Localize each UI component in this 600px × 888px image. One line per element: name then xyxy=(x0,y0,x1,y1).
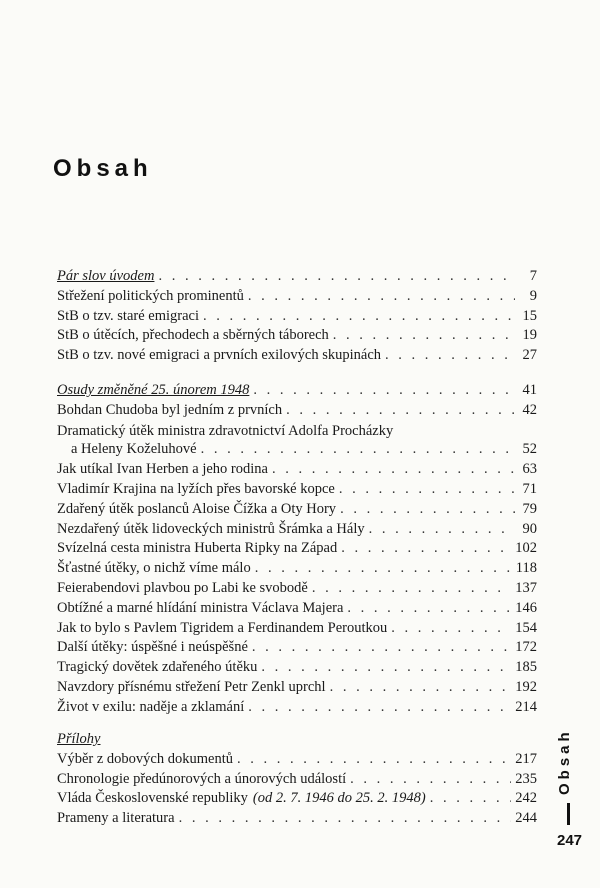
toc-entry-page: 146 xyxy=(515,599,537,616)
toc-entry-page: 90 xyxy=(522,520,537,537)
toc-entry[interactable] xyxy=(57,580,537,600)
leader-dots xyxy=(237,751,511,768)
toc-entry-title: Prameny a literatura xyxy=(57,810,175,827)
leader-dots xyxy=(255,560,512,577)
toc-entry-page: 137 xyxy=(515,579,537,596)
toc-entry[interactable] xyxy=(57,810,537,830)
toc-entry[interactable] xyxy=(57,560,537,580)
toc-entry-page: 192 xyxy=(515,678,537,695)
toc-entry-page: 19 xyxy=(522,327,537,344)
toc-entry-page: 185 xyxy=(515,659,537,676)
toc-entry[interactable] xyxy=(57,422,537,462)
toc-entry[interactable] xyxy=(57,347,537,367)
toc-entry-title: Tragický dovětek zdařeného útěku xyxy=(57,659,258,676)
toc-entry-page: 235 xyxy=(515,770,537,787)
toc-entry-title: Střežení politických prominentů xyxy=(57,287,244,304)
toc-section-fates xyxy=(57,382,537,719)
toc-entry-title: StB o tzv. staré emigraci xyxy=(57,307,200,324)
toc-entry-title: Pár slov úvodem xyxy=(57,268,155,284)
toc-entry-title: Život v exilu: naděje a zklamání xyxy=(57,698,245,715)
toc-entry-title: Přílohy xyxy=(57,731,101,747)
leader-dots xyxy=(391,620,511,637)
running-header-bar xyxy=(567,803,570,825)
toc-entry-page: 214 xyxy=(515,698,537,715)
leader-dots xyxy=(339,481,515,498)
toc-entry-page: 42 xyxy=(522,401,537,418)
toc-entry-title: Šťastné útěky, o nichž víme málo xyxy=(57,560,251,577)
toc-entry-page: 15 xyxy=(522,307,537,324)
toc-entry-page: 118 xyxy=(515,560,537,577)
toc-entry-page: 102 xyxy=(515,540,537,557)
leader-dots xyxy=(248,288,515,305)
toc-entry-title: Svízelná cesta ministra Huberta Ripky na Západ xyxy=(57,540,338,557)
leader-dots xyxy=(252,639,511,656)
toc-entry[interactable] xyxy=(57,521,537,541)
toc-entry-page: 154 xyxy=(515,619,537,636)
leader-dots xyxy=(330,679,512,696)
leader-dots xyxy=(312,580,511,597)
toc-entry-title: Osudy změněné 25. únorem 1948 xyxy=(57,382,250,398)
toc-entry-title: Vladimír Krajina na lyžích přes bavorské kopce xyxy=(57,480,335,497)
toc-entry[interactable] xyxy=(57,268,537,288)
toc-entry-page: 52 xyxy=(522,441,537,458)
toc-entry-title: Jak to bylo s Pavlem Tigridem a Ferdinandem Peroutkou xyxy=(57,619,388,636)
toc-section-appendices xyxy=(57,731,537,830)
page-title: Obsah xyxy=(53,155,153,182)
toc-entry[interactable] xyxy=(57,501,537,521)
toc-entry[interactable] xyxy=(57,402,537,422)
toc-entry-page: 217 xyxy=(515,750,537,767)
leader-dots xyxy=(347,600,511,617)
leader-dots xyxy=(333,327,515,344)
leader-dots xyxy=(201,441,515,458)
toc-entry[interactable] xyxy=(57,481,537,501)
leader-dots xyxy=(369,521,515,538)
toc-entry[interactable] xyxy=(57,731,537,751)
leader-dots xyxy=(341,540,511,557)
toc-entry[interactable] xyxy=(57,639,537,659)
toc-entry[interactable] xyxy=(57,461,537,481)
toc-entry-page: 242 xyxy=(515,790,537,807)
toc-entry-page: 172 xyxy=(515,639,537,656)
toc-entry-title: StB o útěcích, přechodech a sběrných táborech xyxy=(57,327,329,344)
toc-entry-page: 41 xyxy=(522,382,537,398)
toc-entry-page: 71 xyxy=(522,480,537,497)
toc-entry[interactable] xyxy=(57,751,537,771)
toc-entry-title: Výběr z dobových dokumentů xyxy=(57,750,233,767)
toc-entry[interactable] xyxy=(57,540,537,560)
toc-entry-page: 9 xyxy=(529,287,537,304)
toc-entry-page: 79 xyxy=(522,500,537,517)
leader-dots xyxy=(179,810,512,827)
running-header-label: Obsah xyxy=(556,728,573,795)
toc-entry[interactable] xyxy=(57,620,537,640)
toc-entry-page: 27 xyxy=(522,347,537,364)
toc-entry-date-range: (od 2. 7. 1946 do 25. 2. 1948) xyxy=(252,790,426,807)
toc-entry[interactable] xyxy=(57,327,537,347)
toc-section-intro xyxy=(57,268,537,367)
leader-dots xyxy=(203,308,515,325)
leader-dots xyxy=(248,699,511,716)
leader-dots xyxy=(158,268,515,285)
toc-entry-page: 63 xyxy=(522,461,537,478)
leader-dots xyxy=(350,771,511,788)
toc-entry-title: Jak utíkal Ivan Herben a jeho rodina xyxy=(57,461,268,478)
toc-entry-title: Navzdory přísnému střežení Petr Zenkl uprchl xyxy=(57,678,326,695)
leader-dots xyxy=(340,501,515,518)
toc-entry-title: Další útěky: úspěšné i neúspěšné xyxy=(57,639,248,656)
toc-entry-title: Zdařený útěk poslanců Aloise Čížka a Oty Hory xyxy=(57,500,337,517)
toc-entry[interactable] xyxy=(57,771,537,791)
toc-entry-title: Nezdařený útěk lidoveckých ministrů Šrámka a Hály xyxy=(57,520,365,537)
toc-entry-title-continued: a Heleny Koželuhové xyxy=(71,441,197,458)
toc-entry-page: 244 xyxy=(515,810,537,827)
toc-entry[interactable] xyxy=(57,288,537,308)
toc-entry-page: 7 xyxy=(529,268,537,284)
toc-entry-title: StB o tzv. nové emigraci a prvních exilových skupinách xyxy=(57,347,382,364)
page-number: 247 xyxy=(557,832,583,849)
toc-entry-title: Chronologie předúnorových a únorových událostí xyxy=(57,770,347,787)
toc-entry-title: Vláda Československé republiky xyxy=(57,790,248,807)
toc-entry[interactable] xyxy=(57,600,537,620)
toc-entry-title: Feierabendovi plavbou po Labi ke svobodě xyxy=(57,579,308,596)
toc-entry[interactable] xyxy=(57,679,537,699)
toc-entry[interactable] xyxy=(57,790,537,810)
leader-dots xyxy=(253,382,515,399)
leader-dots xyxy=(286,402,515,419)
leader-dots xyxy=(272,461,515,478)
toc-entry[interactable] xyxy=(57,308,537,328)
leader-dots xyxy=(261,659,511,676)
toc-entry[interactable] xyxy=(57,659,537,679)
leader-dots xyxy=(430,790,512,807)
toc-entry[interactable] xyxy=(57,699,537,719)
toc-entry[interactable] xyxy=(57,382,537,402)
toc-entry-title: Dramatický útěk ministra zdravotnictví Adolfa Procházky xyxy=(57,422,394,439)
leader-dots xyxy=(385,347,515,364)
toc-entry-title: Bohdan Chudoba byl jedním z prvních xyxy=(57,401,283,418)
toc-entry-title: Obtížné a marné hlídání ministra Václava Majera xyxy=(57,599,344,616)
